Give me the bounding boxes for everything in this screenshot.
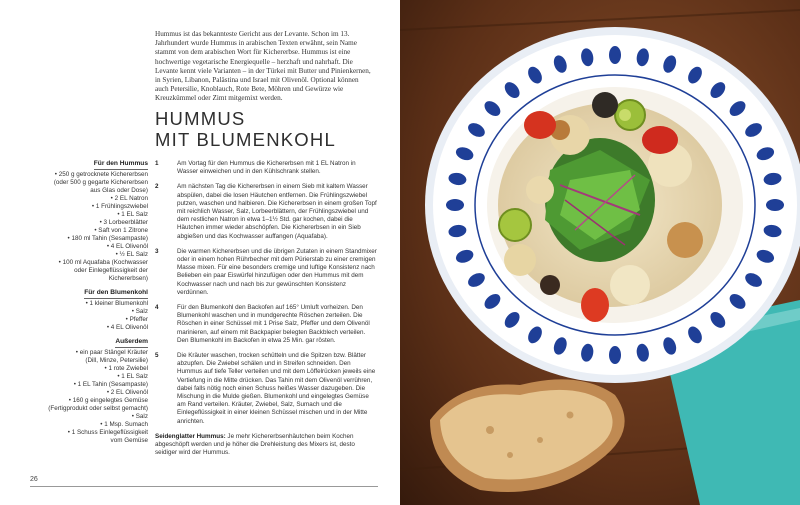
step-text: Am nächsten Tag die Kichererbsen in einem Sieb mit kaltem Wasser abspülen, dabei die losen Häutchen entfernen. Die Frühlingszwiebel putzen, waschen und halbieren. Die Kichererbsen in einem großen Topf mit reichlich Wasser, Salz, Lorbeerblättern, der Frühlingszwiebel und dem restlichen Natron in etwa 1–1½ Std. gar kochen, dabei die Häutchen immer wieder abschöpfen. Die Kichererbsen in ein Sieb abgießen und das Kochwasser auffangen (Aquafaba). (177, 183, 377, 240)
step-number: 3 (155, 247, 159, 255)
dish-photo (400, 0, 800, 505)
ingredient-item: • 250 g getrocknete Kichererbsen (54, 171, 148, 178)
step (155, 304, 377, 345)
ingredient-item: oder Einlegeflüssigkeit der (74, 267, 148, 274)
step-number: 4 (155, 304, 159, 312)
ingredient-group (30, 289, 148, 332)
ingredient-item: • 3 Lorbeerblätter (99, 219, 148, 226)
intro-paragraph: Hummus ist das bekannteste Gericht aus der Levante. Schon im 13. Jahrhundert wurde Hummus in arabischen Texten erwähnt, sein Name stammt von dem arabischen Wort für Kichererbse. Hummus ist eine hochwertige vegetarische Energiequelle – herzhaft und nahrhaft. Die Levante kennt viele Varianten – in der Türkei mit Butter und Pinienkernen, in Syrien, Libanon, Palästina und Israel mit Olivenöl. Optional können auch Petersilie, Knoblauch, Rote Bete, Möhren und Gewürze wie Kreuzkümmel oder Zimt mitgemixt werden. (155, 30, 371, 103)
step (155, 183, 377, 240)
plate-rim-dot (446, 199, 464, 211)
ingredient-item: • 160 g eingelegtes Gemüse (68, 397, 148, 404)
hummus-plate-illustration (400, 0, 800, 505)
step-text: Am Vortag für den Hummus die Kichererbsen mit 1 EL Natron in Wasser einweichen und in den Kühlschrank stellen. (177, 160, 356, 176)
tip-label: Seidenglatter Hummus: (155, 432, 226, 440)
step-number: 1 (155, 160, 159, 167)
ingredient-item: • Saft von 1 Zitrone (94, 227, 148, 234)
ingredient-item: • 1 Schuss Einlegeflüssigkeit (67, 429, 148, 436)
title-line-1: HUMMUS (155, 108, 246, 129)
ingredient-item: • 1 EL Salz (117, 373, 148, 380)
ingredient-group (30, 338, 148, 445)
step-number: 2 (155, 183, 159, 191)
step-text: Die warmen Kichererbsen und die übrigen Zutaten in einem Standmixer oder in einem hohen Rührbecher mit dem Pürierstab zu einer cremigen Masse mixen. Für eine besonders cremige und luftige Konsistenz nach Belieben ein paar Eiswürfel hinzufügen oder den Hummus mit dem Kochwasser nach und nach bis zur gewünschten Konsistenz verdünnen. (177, 247, 377, 296)
step-text: Die Kräuter waschen, trocken schütteln und die Spitzen bzw. Blätter abzupfen. Die Zwiebel schälen und in Streifen schneiden. Den Hummus auf tiefe Teller verteilen und mit dem Löffelrücken jeweils eine Vertiefung in die Mitte drücken. Das Tahin mit dem Olivenöl verrühren, dabei falls nötig noch einen Schuss heißes Wasser dazugeben. Die Mischung in die Mulde gießen. Blumenkohl und eingelegtes Gemüse am Rand verteilen. Kräuter, Zwiebel, Salz, Sumach und die Einlegeflüssigkeit in einer kleinen Schüssel mischen und in der Mitte anrichten. (177, 352, 376, 425)
ingredient-item: • 1 Frühlingszwiebel (91, 203, 148, 210)
step (155, 248, 377, 297)
ingredient-group-heading: Für den Blumenkohl (84, 289, 148, 299)
ingredient-item: (Fertigprodukt oder selbst gemacht) (48, 405, 148, 412)
step (155, 160, 377, 176)
plate-rim-dot (609, 346, 621, 364)
title-line-2: MIT BLUMENKOHL (155, 129, 336, 150)
step (155, 352, 377, 426)
steps-list (155, 160, 377, 426)
ingredients-list (30, 160, 148, 451)
ingredient-item: • 1 EL Tahin (Sesampaste) (73, 381, 148, 388)
ingredient-item: • ein paar Stängel Kräuter (75, 349, 148, 356)
garnish (545, 138, 655, 262)
ingredient-item: • ½ EL Salz (115, 251, 148, 258)
ingredient-item: • Pfeffer (125, 316, 148, 323)
ingredient-item: • 4 EL Olivenöl (106, 243, 148, 250)
ingredient-item: • 1 kleiner Blumenkohl (85, 300, 148, 307)
ingredient-item: (oder 500 g gegarte Kichererbsen (53, 179, 148, 186)
ingredient-item: • 2 EL Natron (110, 195, 148, 202)
ingredient-item: • Salz (131, 413, 148, 420)
ingredient-group-heading: Für den Hummus (94, 160, 148, 170)
ingredient-item: • 1 Msp. Sumach (100, 421, 148, 428)
ingredient-item: Kichererbsen) (108, 275, 148, 282)
ingredient-item: (Dill, Minze, Petersilie) (85, 357, 148, 364)
footer-rule (30, 486, 378, 487)
ingredient-item: • 4 EL Olivenöl (106, 324, 148, 331)
ingredient-item: • 1 EL Salz (117, 211, 148, 218)
tip-text: Je mehr Kichererbsenhäutchen beim Kochen abgeschöpft werden und je höher die Drehleistung des Mixers ist, desto seidiger wird der Hummus. (155, 432, 355, 457)
ingredient-group (30, 160, 148, 283)
ingredient-item: • 180 ml Tahin (Sesampaste) (67, 235, 148, 242)
step-number: 5 (155, 352, 159, 360)
ingredient-item: • Salz (131, 308, 148, 315)
ingredient-item: vom Gemüse (110, 437, 148, 444)
instructions (155, 160, 377, 458)
plate-rim-dot (609, 46, 621, 64)
plate-rim-dot (766, 199, 784, 211)
step-text: Für den Blumenkohl den Backofen auf 165° Umluft vorheizen. Den Blumenkohl waschen und in mundgerechte Röschen zerteilen. Die Röschen in einer Schüssel mit 1 Prise Salz, Pfeffer und dem Olivenöl marinieren, auf einem mit Backpapier belegten Backblech verteilen. Den Blumenkohl im Backofen in etwa 25 Min. gar rösten. (177, 304, 370, 344)
ingredient-item: aus Glas oder Dose) (90, 187, 148, 194)
recipe-title (155, 108, 385, 150)
page-number: 26 (30, 476, 38, 483)
ingredient-item: • 2 EL Olivenöl (106, 389, 148, 396)
ingredient-group-heading: Außerdem (115, 338, 148, 348)
tip-paragraph (155, 433, 377, 458)
ingredient-item: • 100 ml Aquafaba (Kochwasser (58, 259, 148, 266)
ingredient-item: • 1 rote Zwiebel (104, 365, 148, 372)
